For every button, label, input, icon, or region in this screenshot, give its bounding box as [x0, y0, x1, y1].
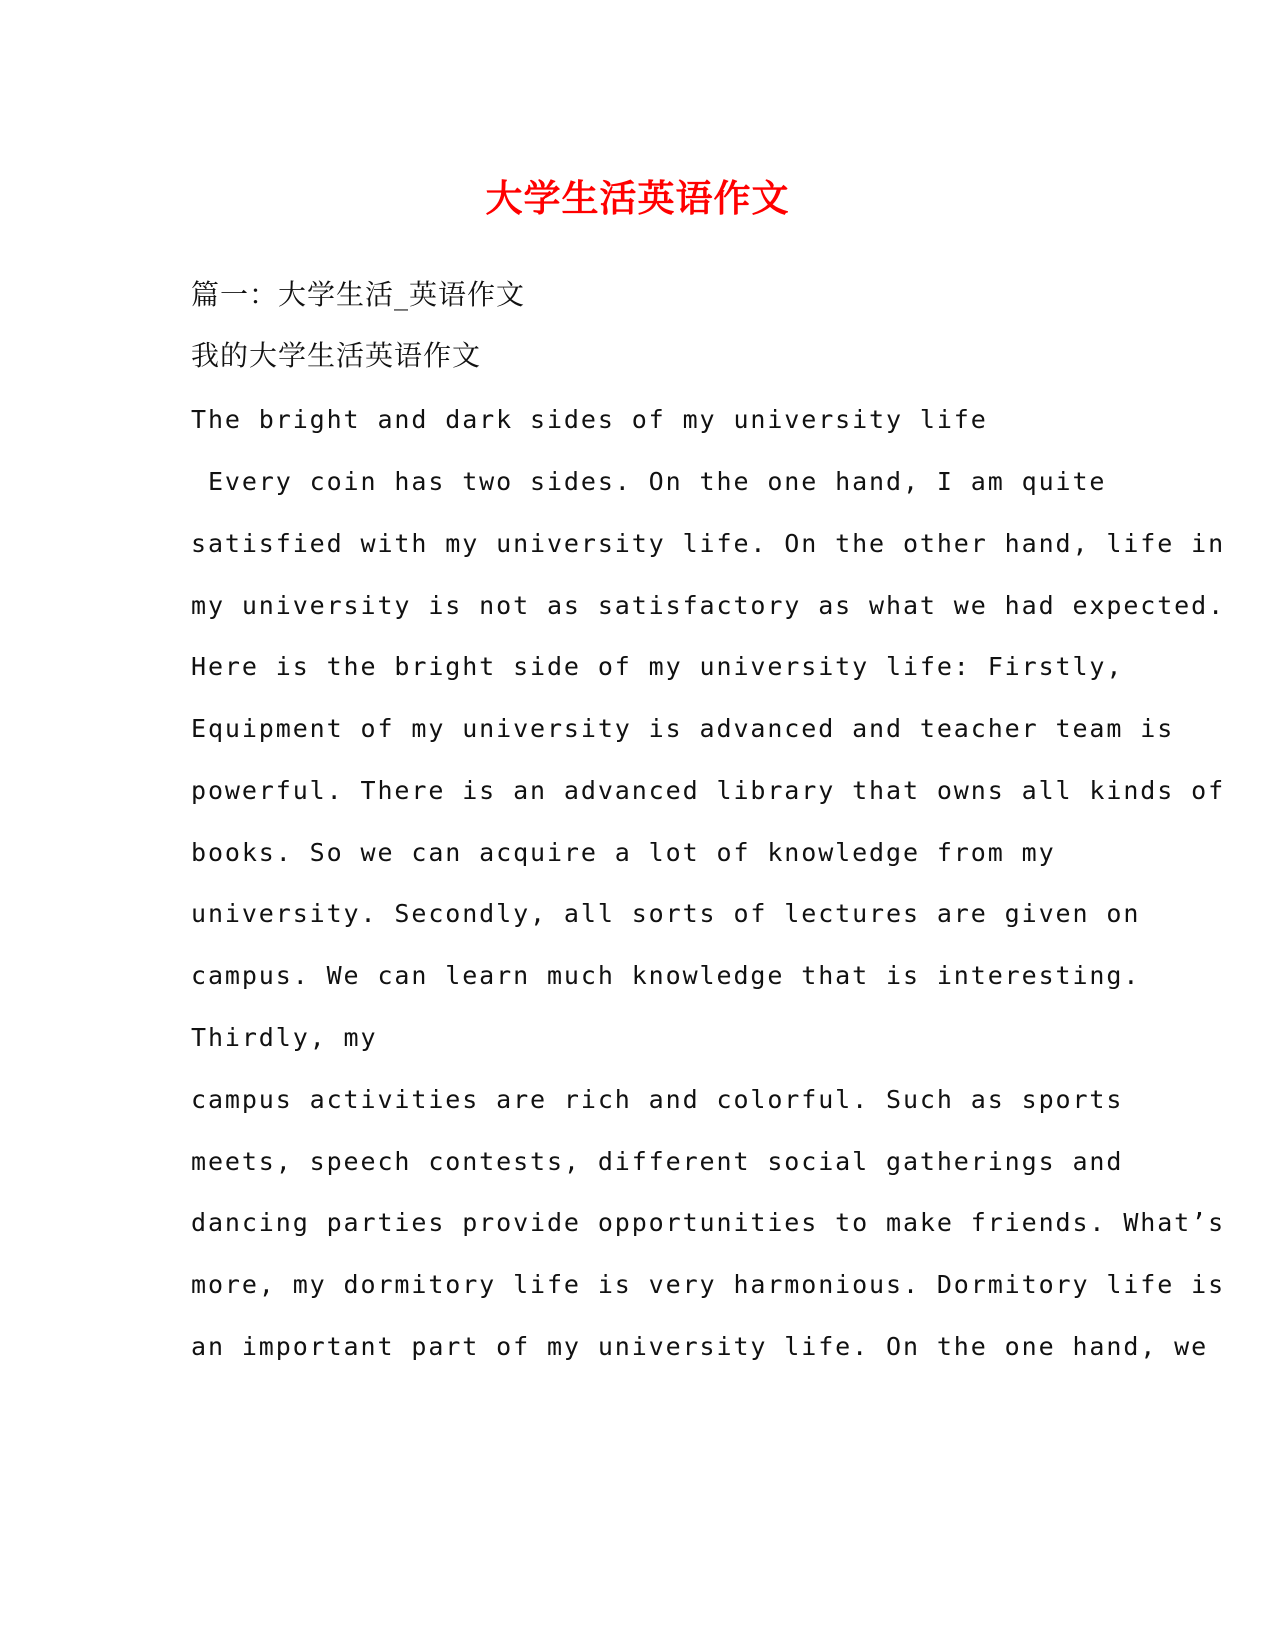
body-line: books. So we can acquire a lot of knowledge from my	[191, 838, 1056, 867]
body-line: campus. We can learn much knowledge that is interesting.	[191, 961, 1141, 990]
document-title: 大学生活英语作文	[485, 176, 790, 220]
body-line: satisfied with my university life. On the other hand, life in	[191, 529, 1226, 558]
body-line: my university is not as satisfactory as what we had expected.	[191, 591, 1226, 620]
essay-title: The bright and dark sides of my university life	[191, 405, 988, 434]
body-line: Equipment of my university is advanced and teacher team is	[191, 714, 1175, 743]
body-line: powerful. There is an advanced library that owns all kinds of	[191, 776, 1226, 805]
body-line: Thirdly, my	[191, 1023, 378, 1052]
body-line: university. Secondly, all sorts of lectures are given on	[191, 899, 1141, 928]
body-line: meets, speech contests, different social gatherings and	[191, 1147, 1124, 1176]
body-line: dancing parties provide opportunities to make friends. What’s	[191, 1208, 1226, 1237]
body-line: more, my dormitory life is very harmonious. Dormitory life is	[191, 1270, 1226, 1299]
section-heading: 篇一：大学生活_英语作文	[191, 278, 526, 311]
body-line: Here is the bright side of my university life: Firstly,	[191, 652, 1124, 681]
subheading: 我的大学生活英语作文	[191, 339, 482, 372]
body-line: an important part of my university life. On the one hand, we	[191, 1332, 1209, 1361]
body-line: campus activities are rich and colorful. Such as sports	[191, 1085, 1124, 1114]
body-line: Every coin has two sides. On the one hand, I am quite	[191, 467, 1107, 496]
